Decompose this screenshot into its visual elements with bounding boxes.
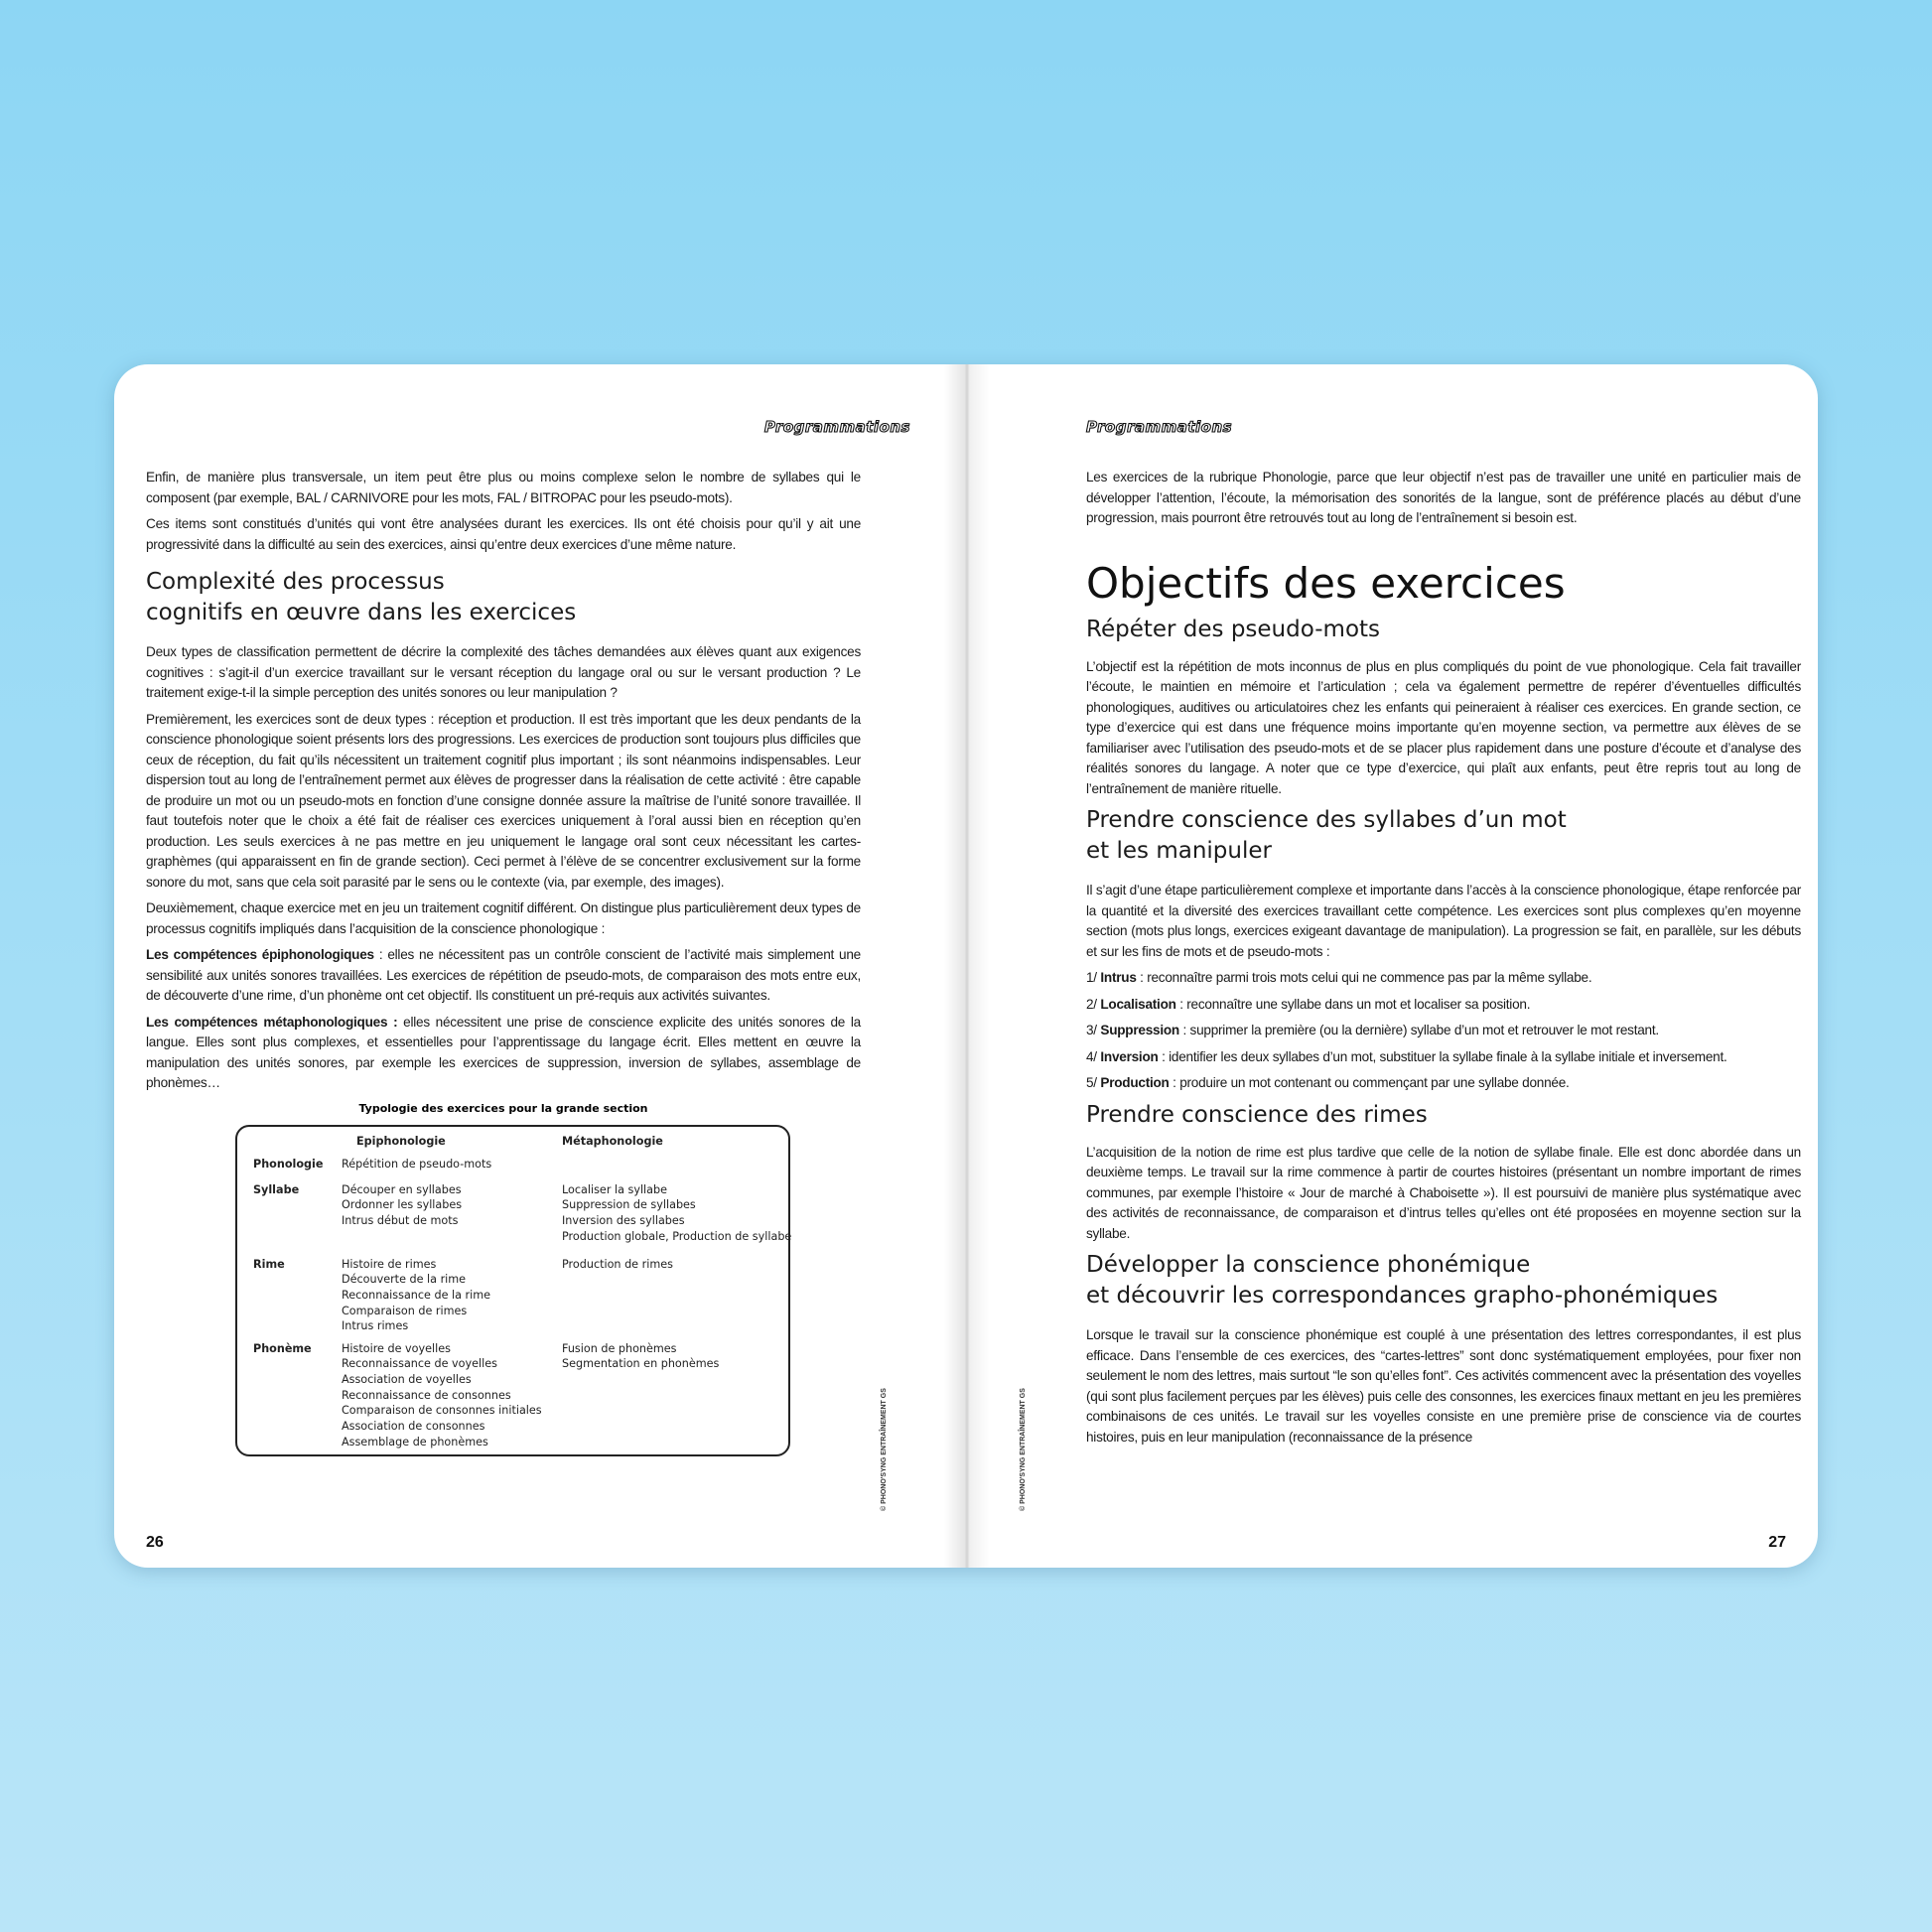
exercise-item: Découper en syllabes <box>342 1182 462 1196</box>
row-label: Phonème <box>253 1341 312 1355</box>
exercise-item: Association de voyelles <box>342 1372 472 1386</box>
paragraph: Les exercices de la rubrique Phonologie, parce que leur objectif n’est pas de travailler une unité en particulier mais de développer l’attention, l’écoute, la mémorisation des sonorités de la langue, sont de préférence placés au début d’une progression, mais pourront être retrouvés tout au long de l’entraînement si besoin est. <box>1086 470 1801 525</box>
section-heading <box>1086 805 1801 867</box>
exercise-item: Reconnaissance de consonnes <box>342 1388 511 1402</box>
section-heading <box>1086 1250 1801 1311</box>
paragraph: Lorsque le travail sur la conscience phonémique est couplé à une présentation des lettres correspondantes, il est plus efficace. Dans l’ensemble de ces exercices, des “cartes-lettres” sont donc systématiquement employées, pour fixer non seulement le nom des lettres, mais surtout “le son qu’elles font”. Ces activités commencent avec la présentation des voyelles (qui sont plus facilement perçues par les élèves) puis celle des consonnes, les exercices finaux mettant en jeu les premières combinaisons de ces unités. Le travail sur les voyelles consiste en une première prise de conscience via de courtes histoires, puis en leur manipulation (reconnaissance de la présence <box>1086 1327 1801 1445</box>
exercise-item: Production globale, Production de syllabe <box>562 1229 792 1243</box>
paragraph: Ces items sont constitués d’unités qui vont être analysées durant les exercices. Ils ont été choisis pour qu’il y ait une progressivité dans la difficulté au sein des exercices, ainsi qu’entre deux exercices d’une même nature. <box>146 516 861 552</box>
exercise-item: Comparaison de consonnes initiales <box>342 1404 542 1418</box>
item-term: Intrus <box>1100 970 1137 985</box>
section-heading: Prendre conscience des rimes <box>1086 1101 1428 1128</box>
paragraph <box>146 1013 861 1094</box>
item-term: Suppression <box>1100 1023 1179 1037</box>
paragraph: Deux types de classification permettent de décrire la complexité des tâches demandées aux élèves quant aux exigences cognitives : s’agit-il d’un exercice travaillant sur le versant réception du langage oral ou sur le versant production ? Le traitement exige-t-il la simple perception des unités sonores ou leur manipulation ? <box>146 644 861 700</box>
row-label: Syllabe <box>253 1182 300 1196</box>
page-title: Objectifs des exercices <box>1086 558 1566 608</box>
exercise-item: Ordonner les syllabes <box>342 1198 463 1212</box>
item-number: 5/ <box>1086 1075 1101 1090</box>
paragraph: L’acquisition de la notion de rime est plus tardive que celle de la notion de syllabe finale. Elle est donc abordée dans un deuxième temps. Le travail sur la rime commence à partir de courtes histoires (présentant un nombre important de rimes communes, par exemple l’histoire « Jour de marché à Chaboisette »). Il est poursuivi de manière plus systématique avec des activités de reconnaissance, de comparaison et d’intrus telles qu’elles ont été proposées en moyenne section sur la syllabe. <box>1086 1144 1801 1241</box>
item-term: Inversion <box>1100 1048 1159 1064</box>
section-header: Programmations <box>763 418 910 436</box>
exercise-item: Histoire de voyelles <box>342 1341 451 1355</box>
paragraph: Il s’agit d’une étape particulièrement complexe et importante dans l’accès à la conscience phonologique, étape renforcée par la quantité et la diversité des exercices travaillant cette compétence. Les exercices sont plus complexes qu’en moyenne section (mots plus longs, exercices exigeant davantage de manipulation). La progression se fait, en parallèle, sur les débuts et sur les fins de mots et de pseudo-mots : <box>1086 883 1801 959</box>
metaphonologie-cell <box>562 1182 791 1245</box>
metaphonologie-cell <box>562 1341 719 1372</box>
item-number: 1/ <box>1086 970 1101 985</box>
left-page-content <box>146 468 861 1456</box>
list-item <box>1086 1047 1801 1068</box>
syllable-exercise-list <box>1086 968 1801 1094</box>
open-book <box>114 364 1818 1568</box>
paragraph: L’objectif est la répétition de mots inconnus de plus en plus compliqués du point de vue phonologique. Cela fait travailler l’écoute, le maintien en mémoire et l’articulation ; cela va également permettre de repérer d’éventuelles difficultés phonologiques, auditives ou articulatoires chez les enfants qui peineraient à réaliser ces exercices. En grande section, ce type d’exercice qui est dans une fréquence moins importante qu’en moyenne section, va permettre aux élèves de se familiariser avec l’utilisation des pseudo-mots et de se placer plus rapidement dans une posture d’écoute et d’analyse des réalités sonores du langage. A noter que ce type d’exercice, qui plaît aux enfants, peut être repris tout au long de l’entraînement de manière rituelle. <box>1086 658 1801 796</box>
item-term: Localisation <box>1100 996 1176 1012</box>
right-page <box>1020 364 1801 1568</box>
bold-term: Les compétences épiphonologiques <box>146 947 374 962</box>
paragraph-text: : elles ne nécessitent pas un contrôle conscient de l’activité mais simplement une sensibilité aux unités sonores travaillées. Les exercices de répétition de pseudo-mots, de comparaison des mots entre eux, de découverte d’une rime, d’un phonème ont cet objectif. Ils constituent un pré-requis aux activités suivantes. <box>146 947 861 1003</box>
exercise-item: Suppression de syllabes <box>562 1198 696 1212</box>
item-description: : reconnaître une syllabe dans un mot et localiser sa position. <box>1175 996 1531 1012</box>
page-number: 26 <box>146 1534 164 1551</box>
list-item <box>1086 1021 1801 1041</box>
exercise-item: Assemblage de phonèmes <box>342 1435 488 1449</box>
copyright-notice: © PHONO'SYNG ENTRAÎNEMENT GS <box>881 1388 888 1511</box>
paragraph: Deuxièmement, chaque exercice met en jeu un traitement cognitif différent. On distingue plus particulièrement deux types de processus cognitifs impliqués dans l’acquisition de la conscience phonologique : <box>146 900 861 936</box>
exercise-item: Découverte de la rime <box>342 1273 467 1287</box>
row-label: Rime <box>253 1257 285 1271</box>
column-header: Métaphonologie <box>562 1134 663 1148</box>
paragraph <box>146 945 861 1007</box>
epiphonologie-cell <box>342 1341 542 1450</box>
paragraph: Enfin, de manière plus transversale, un item peut être plus ou moins complexe selon le nombre de syllabes qui le composent (par exemple, BAL / CARNIVORE pour les mots, FAL / BITROPAC pour les pseudo-mots). <box>146 470 861 505</box>
right-page-content <box>1086 468 1801 1453</box>
list-item <box>1086 968 1801 989</box>
exercise-item: Reconnaissance de voyelles <box>342 1357 497 1371</box>
exercise-item: Association de consonnes <box>342 1420 485 1434</box>
item-number: 2/ <box>1086 996 1101 1012</box>
typology-table <box>235 1125 790 1456</box>
heading-line: et les manipuler <box>1086 838 1272 864</box>
heading-line: Complexité des processus <box>146 569 445 595</box>
exercise-item: Répétition de pseudo-mots <box>342 1157 492 1171</box>
exercise-item: Localiser la syllabe <box>562 1182 667 1196</box>
exercise-item: Comparaison de rimes <box>342 1304 468 1317</box>
metaphonologie-cell <box>562 1257 673 1273</box>
left-page <box>146 364 910 1568</box>
paragraph-text: elles nécessitent une prise de conscience explicite des unités sonores de la langue. Elles sont plus complexes, et essentielles pour l’apprentissage du langage écrit. Elles mettent en œuvre la manipulation des unités sonores, par exemple les exercices de suppression, inversion de syllabes, assemblage de phonèmes… <box>146 1014 861 1090</box>
bold-term: Les compétences métaphonologiques : <box>146 1014 398 1030</box>
copyright-notice: © PHONO'SYNG ENTRAÎNEMENT GS <box>1020 1388 1027 1511</box>
page-number: 27 <box>1768 1534 1786 1551</box>
exercise-item: Segmentation en phonèmes <box>562 1357 720 1371</box>
item-description: : supprimer la première (ou la dernière) syllabe d’un mot et retrouver le mot restant. <box>1178 1023 1659 1037</box>
heading-line: Prendre conscience des syllabes d’un mot <box>1086 807 1567 833</box>
exercise-item: Reconnaissance de la rime <box>342 1288 491 1302</box>
item-description: : produire un mot contenant ou commençant par une syllabe donnée. <box>1169 1075 1570 1090</box>
exercise-item: Intrus début de mots <box>342 1213 459 1227</box>
exercise-item: Histoire de rimes <box>342 1257 437 1271</box>
section-heading: Répéter des pseudo-mots <box>1086 616 1381 642</box>
item-description: : reconnaître parmi trois mots celui qui ne commence pas par la même syllabe. <box>1136 970 1592 985</box>
exercise-item: Inversion des syllabes <box>562 1213 685 1227</box>
exercise-item: Intrus rimes <box>342 1319 409 1333</box>
heading-line: Développer la conscience phonémique <box>1086 1252 1531 1278</box>
table-caption: Typologie des exercices pour la grande section <box>358 1101 648 1115</box>
column-header: Epiphonologie <box>356 1134 446 1148</box>
item-number: 3/ <box>1086 1023 1101 1037</box>
paragraph: Premièrement, les exercices sont de deux types : réception et production. Il est très important que les deux pendants de la conscience phonologique soient présents lors des progressions. Les exercices de production sont toujours plus difficiles que ceux de réception, du fait qu’ils nécessitent un traitement cognitif plus important ; ils sont néanmoins indispensables. Leur dispersion tout au long de l’entraînement permet aux élèves de progresser dans la réalisation de cette activité : être capable de produire un mot ou un pseudo-mots en fonction d’une consigne donnée assure la maîtrise de l’unité sonore travaillée. Il faut toutefois noter que le choix a été fait de réaliser ces exercices uniquement à l’oral aussi bien en réception qu’en production. Les seuls exercices à ne pas mettre en jeu uniquement le langage oral sont ceux nécessitant les cartes-graphèmes (qui apparaissent en fin de grande section). Ceci permet à l’élève de se concentrer exclusivement sur la forme sonore du mot, sans que cela soit parasité par le sens ou le contexte (via, par exemple, des images). <box>146 711 861 890</box>
section-header: Programmations <box>1086 418 1233 436</box>
exercise-item: Production de rimes <box>562 1257 673 1271</box>
exercise-item: Fusion de phonèmes <box>562 1341 677 1355</box>
item-number: 4/ <box>1086 1048 1101 1064</box>
list-item <box>1086 1073 1801 1094</box>
list-item <box>1086 995 1801 1016</box>
heading-line: cognitifs en œuvre dans les exercices <box>146 600 577 625</box>
item-description: : identifier les deux syllabes d’un mot, substituer la syllabe finale à la syllabe initiale et inversement. <box>1158 1048 1727 1064</box>
book-gutter <box>944 364 990 1568</box>
section-heading <box>146 567 861 628</box>
heading-line: et découvrir les correspondances grapho-phonémiques <box>1086 1283 1719 1309</box>
epiphonologie-cell <box>342 1257 490 1335</box>
epiphonologie-cell <box>342 1182 462 1229</box>
epiphonologie-cell <box>342 1157 491 1173</box>
item-term: Production <box>1100 1075 1170 1090</box>
row-label: Phonologie <box>253 1157 324 1171</box>
